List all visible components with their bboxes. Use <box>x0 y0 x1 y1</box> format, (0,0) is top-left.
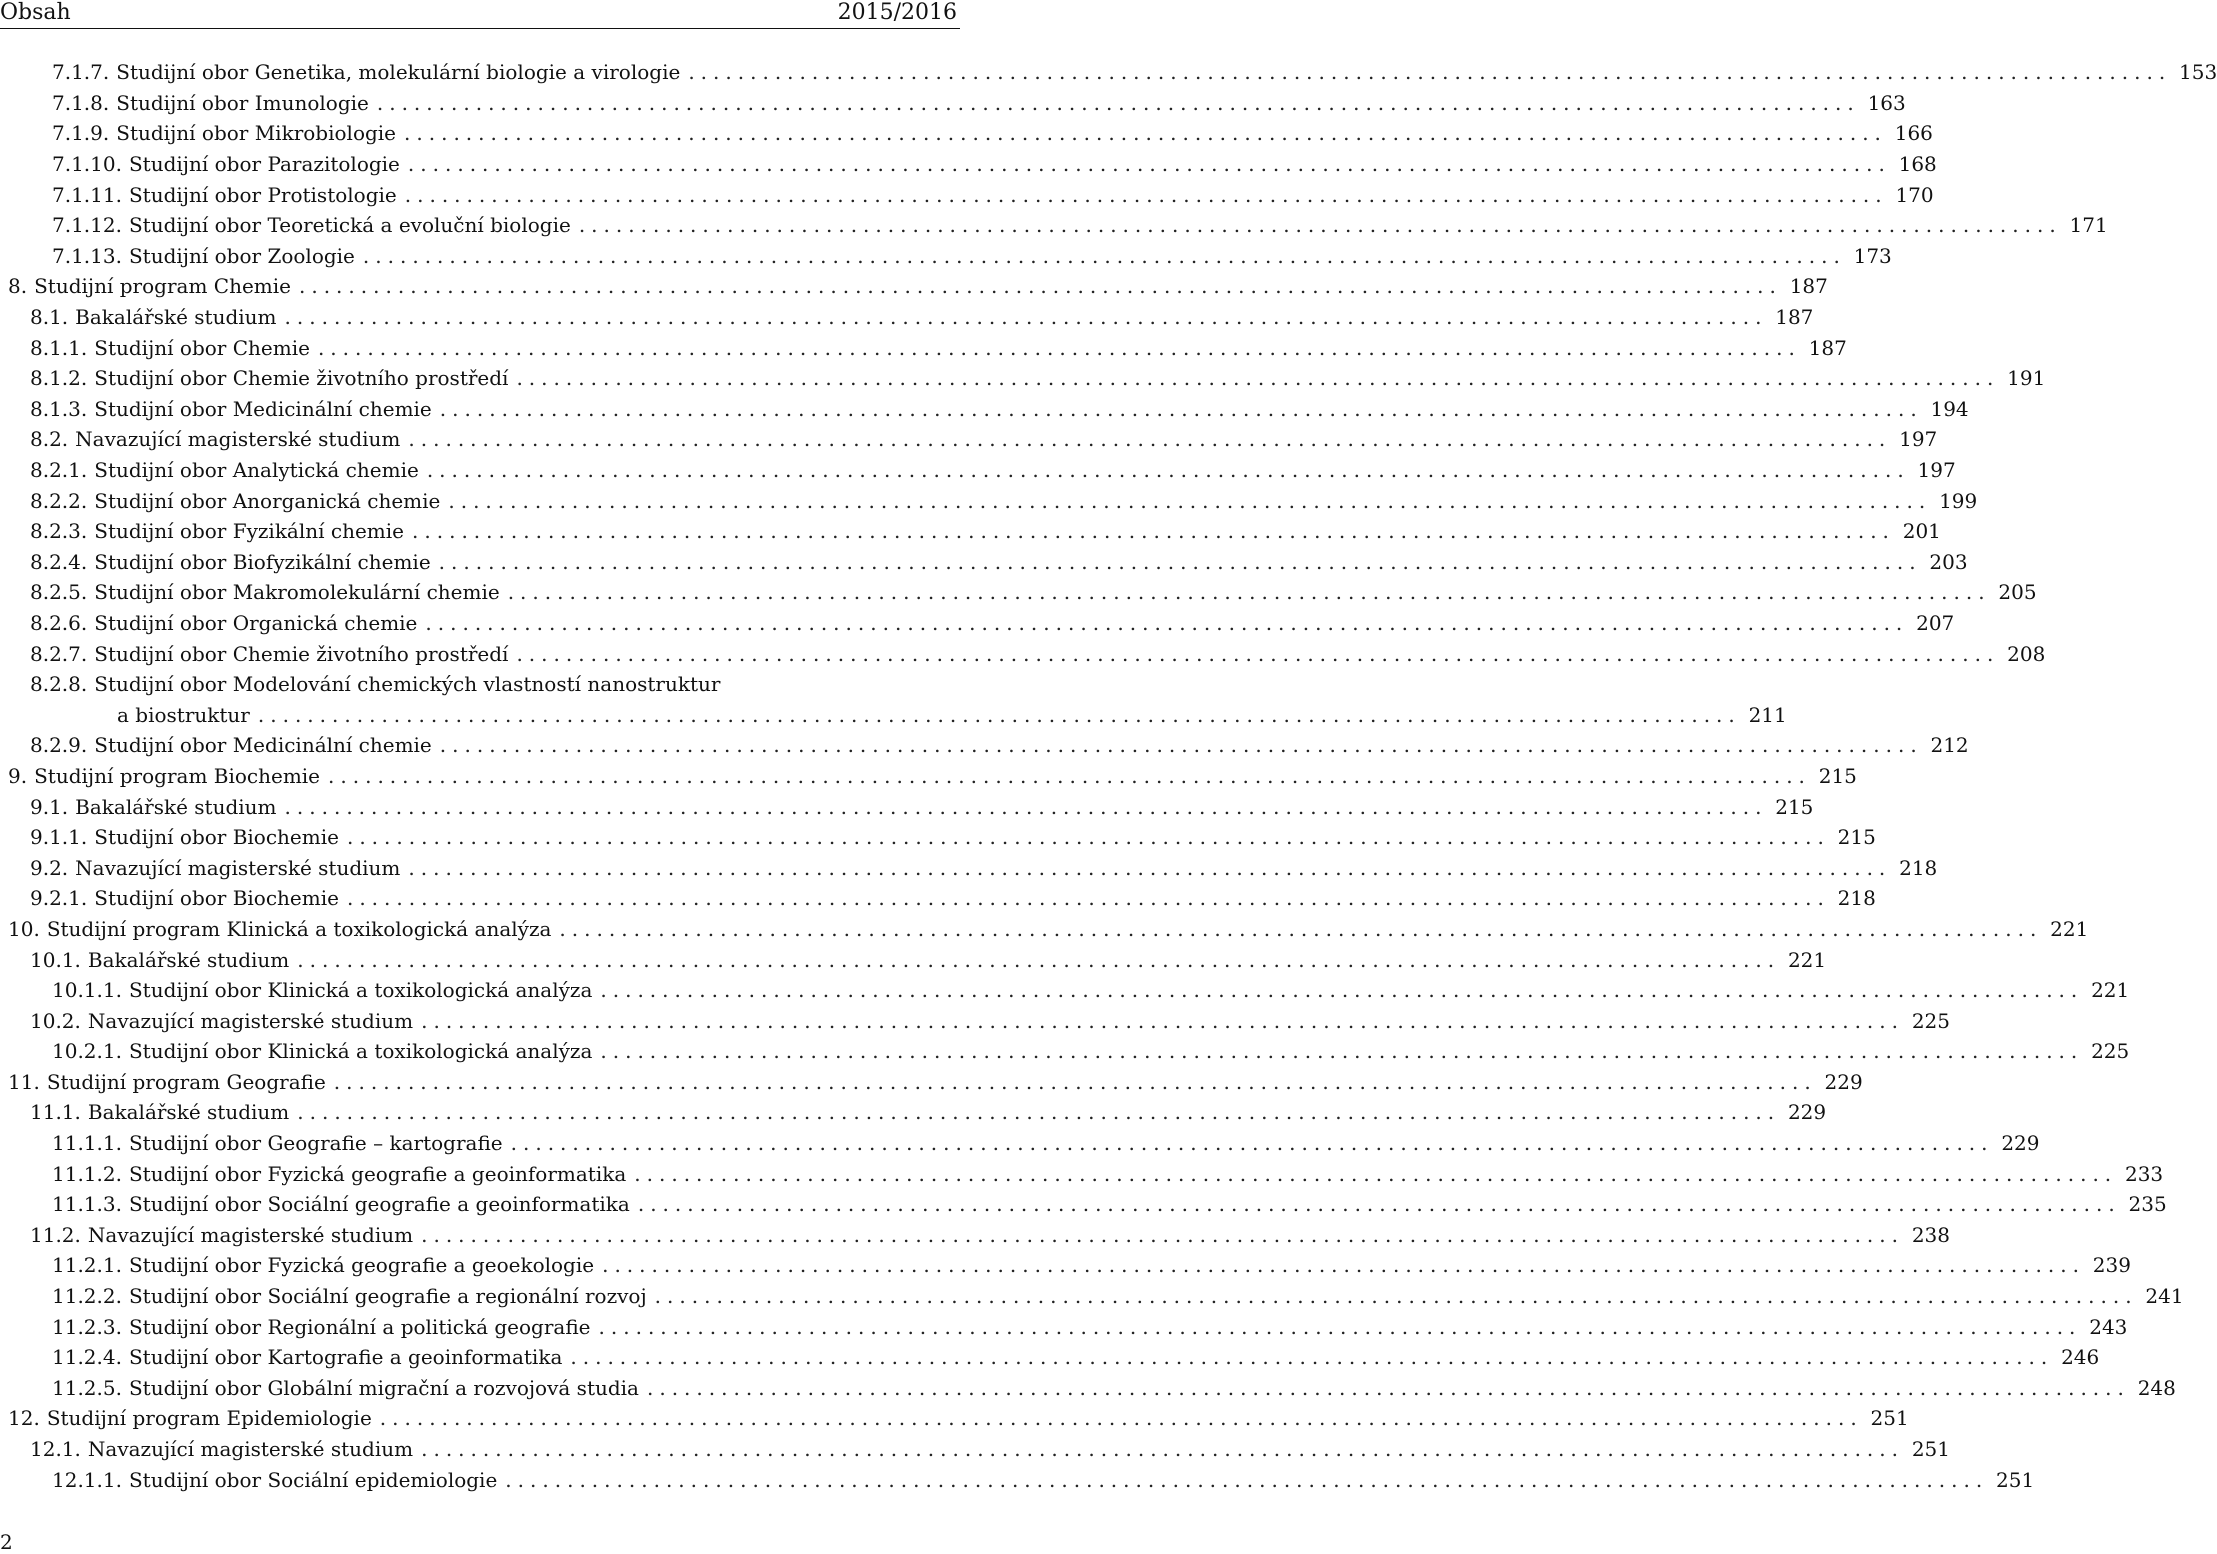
dot-leader: ........................................................................................................................ <box>637 1192 2121 1217</box>
toc-entry-number: 8.2.9. <box>30 733 88 758</box>
toc-entry-page: 215 <box>1775 794 1814 819</box>
dot-leader: ........................................................................................................................ <box>654 1284 2138 1309</box>
toc-entry-title <box>30 580 500 604</box>
toc-entry-title <box>30 825 339 849</box>
dot-leader: ........................................................................................................................ <box>421 1437 1904 1462</box>
toc-entry[interactable] <box>8 1281 2184 1312</box>
toc-entry-page: 211 <box>1748 702 1787 727</box>
toc-entry-title <box>8 764 320 788</box>
dot-leader: ........................................................................................................................ <box>600 978 2084 1003</box>
toc-entry-page: 197 <box>1917 458 1956 483</box>
toc-entry[interactable] <box>8 1097 1827 1128</box>
toc-entry[interactable] <box>8 271 1828 302</box>
toc-entry-page: 221 <box>1787 947 1827 972</box>
dot-leader: ........................................................................................................................ <box>439 396 1923 421</box>
toc-entry-number: 11.2.1. <box>52 1253 122 1278</box>
toc-entry-page: 241 <box>2145 1284 2184 1309</box>
toc-entry[interactable] <box>8 914 2089 945</box>
toc-entry[interactable] <box>8 883 1876 914</box>
toc-entry-number: 12.1.1. <box>52 1467 122 1492</box>
toc-entry-number: 11.2.3. <box>52 1314 122 1339</box>
toc-entry-text: Studijní obor Geografie – kartografie <box>128 1131 503 1156</box>
toc-entry-title <box>52 152 400 176</box>
toc-entry-title <box>52 91 369 115</box>
toc-entry[interactable] <box>8 179 1934 210</box>
toc-entry[interactable] <box>8 1067 1863 1098</box>
toc-entry-text: Studijní obor Globální migrační a rozvojová studia <box>128 1375 639 1400</box>
toc-entry-number: 9.2. <box>30 855 69 880</box>
dot-leader: ........................................................................................................................ <box>559 916 2043 941</box>
toc-entry-title <box>52 121 396 145</box>
toc-entry-title <box>52 1162 626 1186</box>
toc-entry-title <box>30 1437 413 1461</box>
toc-entry-page: 203 <box>1929 549 1968 574</box>
dot-leader: ........................................................................................................................ <box>376 90 1860 115</box>
toc-entry-title <box>52 1192 630 1216</box>
toc-entry[interactable] <box>8 1250 2131 1281</box>
toc-entry-text: Studijní obor Chemie <box>94 335 310 360</box>
dot-leader: ........................................................................................................................ <box>439 733 1923 758</box>
toc-entry-text: Studijní obor Makromolekulární chemie <box>94 580 500 605</box>
toc-entry-number: 10. <box>8 916 40 941</box>
toc-entry-number: 9.2.1. <box>30 886 88 911</box>
toc-entry-title <box>30 672 720 696</box>
toc-entry-number: 7.1.11. <box>52 182 122 207</box>
toc-entry-page: 168 <box>1898 152 1937 177</box>
toc-entry[interactable] <box>8 608 1955 639</box>
toc-entry-text: Studijní obor Mikrobiologie <box>116 121 397 146</box>
dot-leader: ........................................................................................................................ <box>297 1100 1781 1125</box>
dot-leader: ........................................................................................................................ <box>346 886 1830 911</box>
toc-entry-title <box>30 642 508 666</box>
toc-entry[interactable] <box>8 1311 2128 1342</box>
toc-entry-page: 246 <box>2061 1345 2100 1370</box>
toc-entry-text: Studijní obor Organická chemie <box>94 610 418 635</box>
toc-entry[interactable] <box>8 1158 2164 1189</box>
toc-entry[interactable] <box>8 455 1956 486</box>
toc-entry-number: 12. <box>8 1406 40 1431</box>
toc-entry-text: Studijní obor Kartografie a geoinformatika <box>128 1345 563 1370</box>
toc-entry-text: Studijní obor Genetika, molekulární biologie a virologie <box>116 60 681 85</box>
toc-entry-title <box>52 1131 503 1155</box>
dot-leader: ........................................................................................................................ <box>425 610 1909 635</box>
toc-entry-text: Studijní obor Anorganická chemie <box>94 488 441 513</box>
dot-leader: ........................................................................................................................ <box>634 1161 2118 1186</box>
toc-entry-text: a biostruktur <box>117 702 250 727</box>
toc-entry-number: 11.1.1. <box>52 1131 122 1156</box>
toc-entry-number: 8. <box>8 274 28 299</box>
toc-entry-text: Studijní obor Regionální a politická geografie <box>128 1314 591 1339</box>
toc-entry-title <box>8 917 551 941</box>
toc-entry-page: 171 <box>2069 213 2108 238</box>
toc-entry-number: 8.2.1. <box>30 458 88 483</box>
toc-entry[interactable] <box>8 1403 1909 1434</box>
toc-entry-page: 197 <box>1899 427 1938 452</box>
toc-entry-text: Studijní obor Fyzická geografie a geoekologie <box>128 1253 595 1278</box>
toc-entry-number: 8.2. <box>30 427 69 452</box>
toc-entry[interactable] <box>8 577 2037 608</box>
toc-entry-number: 8.2.5. <box>30 580 88 605</box>
toc-entry-text: Studijní obor Fyzikální chemie <box>94 519 405 544</box>
toc-entry-page: 225 <box>1911 1008 1950 1033</box>
toc-entry[interactable] <box>8 1434 1950 1465</box>
toc-entry-page: 225 <box>2091 1039 2130 1064</box>
dot-leader: ........................................................................................................................ <box>516 641 2000 666</box>
toc-entry-title <box>30 795 277 819</box>
toc-entry-page: 205 <box>1998 580 2037 605</box>
dot-leader: ........................................................................................................................ <box>284 794 1768 819</box>
toc-entry-title <box>30 856 400 880</box>
toc-entry[interactable] <box>8 424 1938 455</box>
toc-entry-page: 229 <box>2001 1131 2040 1156</box>
toc-entry-number: 8.2.6. <box>30 610 88 635</box>
toc-entry-title <box>52 183 397 207</box>
toc-entry-text: Studijní obor Sociální geografie a geoinformatika <box>128 1192 630 1217</box>
toc-entry-title <box>30 1100 289 1124</box>
dot-leader: ........................................................................................................................ <box>407 152 1891 177</box>
toc-entry-title <box>52 1468 497 1492</box>
toc-entry-text: Studijní obor Analytická chemie <box>94 458 419 483</box>
toc-entry-title <box>30 1009 413 1033</box>
header-section-title: Obsah <box>0 0 71 25</box>
dot-leader: ........................................................................................................................ <box>284 305 1768 330</box>
toc-entry-text: Studijní obor Medicinální chemie <box>94 396 432 421</box>
toc-entry[interactable] <box>8 210 2108 241</box>
dot-leader: ........................................................................................................................ <box>412 519 1895 544</box>
dot-leader: ........................................................................................................................ <box>510 1131 1994 1156</box>
toc-entry-text: Studijní obor Chemie životního prostředí <box>94 641 509 666</box>
toc-entry[interactable] <box>8 1036 2130 1067</box>
toc-entry[interactable] <box>8 88 1906 119</box>
toc-entry-title <box>30 733 432 757</box>
toc-entry-page: 235 <box>2128 1192 2167 1217</box>
toc-entry[interactable] <box>8 1189 2167 1220</box>
toc-entry-text: Navazující magisterské studium <box>75 427 401 452</box>
toc-entry[interactable] <box>8 730 1969 761</box>
toc-entry-page: 201 <box>1902 519 1941 544</box>
toc-entry-page: 191 <box>2007 366 2046 391</box>
toc-entry-title <box>30 611 417 635</box>
dot-leader: ........................................................................................................................ <box>333 1069 1817 1094</box>
toc-entry-number: 9. <box>8 763 28 788</box>
toc-entry[interactable] <box>8 332 1847 363</box>
toc-entry-text: Studijní obor Klinická a toxikologická analýza <box>128 1039 593 1064</box>
toc-entry-title <box>52 1253 594 1277</box>
dot-leader: ........................................................................................................................ <box>570 1345 2054 1370</box>
dot-leader: ........................................................................................................................ <box>404 182 1888 207</box>
dot-leader: ........................................................................................................................ <box>600 1039 2084 1064</box>
toc-entry-number: 8.2.2. <box>30 488 88 513</box>
toc-entry-number: 11.2.5. <box>52 1375 122 1400</box>
toc-entry-text: Studijní obor Imunologie <box>116 90 369 115</box>
dot-leader: ........................................................................................................................ <box>646 1375 2130 1400</box>
toc-entry-number: 10.1. <box>30 947 81 972</box>
toc-entry-text: Studijní obor Sociální geografie a regionální rozvoj <box>128 1284 647 1309</box>
toc-entry-text: Navazující magisterské studium <box>87 1222 414 1247</box>
toc-entry[interactable] <box>8 1005 1950 1036</box>
toc-entry-number: 12.1. <box>30 1437 81 1462</box>
toc-entry-number: 11.1. <box>30 1100 81 1125</box>
toc-entry-title <box>117 703 250 727</box>
toc-entry-title <box>30 305 277 329</box>
dot-leader: ........................................................................................................................ <box>257 702 1741 727</box>
toc-entry[interactable] <box>8 57 2217 88</box>
dot-leader: ........................................................................................................................ <box>379 1406 1863 1431</box>
toc-entry[interactable] <box>8 791 1814 822</box>
toc-entry-title <box>30 397 432 421</box>
toc-entry-text: Studijní obor Medicinální chemie <box>94 733 432 758</box>
toc-entry-number: 8.1. <box>30 305 69 330</box>
table-of-contents <box>8 57 2217 1495</box>
toc-entry[interactable] <box>8 822 1876 853</box>
toc-entry-title <box>52 1315 591 1339</box>
toc-entry-title <box>30 366 508 390</box>
toc-entry[interactable] <box>8 363 2046 394</box>
toc-entry-page: 215 <box>1818 763 1857 788</box>
toc-entry-text: Bakalářské studium <box>87 1100 290 1125</box>
toc-entry-title <box>30 458 419 482</box>
toc-entry[interactable] <box>8 485 1978 516</box>
toc-entry-text: Studijní program Epidemiologie <box>46 1406 372 1431</box>
toc-entry-text: Studijní obor Zoologie <box>128 243 355 268</box>
dot-leader: ........................................................................................................................ <box>505 1467 1989 1492</box>
dot-leader: ........................................................................................................................ <box>421 1222 1904 1247</box>
toc-entry-text: Studijní obor Sociální epidemiologie <box>128 1467 498 1492</box>
toc-entry-title <box>30 1223 413 1247</box>
toc-entry-title <box>30 489 440 513</box>
toc-entry-page: 199 <box>1939 488 1978 513</box>
dot-leader: ........................................................................................................................ <box>516 366 2000 391</box>
toc-entry-number: 11.1.3. <box>52 1192 122 1217</box>
dot-leader: ........................................................................................................................ <box>688 60 2172 85</box>
toc-entry-page: 166 <box>1894 121 1933 146</box>
toc-entry[interactable] <box>8 118 1933 149</box>
toc-entry-title <box>30 550 431 574</box>
toc-entry-page: 251 <box>1996 1467 2035 1492</box>
dot-leader: ........................................................................................................................ <box>602 1253 2085 1278</box>
toc-entry-page: 170 <box>1895 182 1934 207</box>
toc-entry-number: 7.1.10. <box>52 152 122 177</box>
toc-entry-text: Navazující magisterské studium <box>87 1437 414 1462</box>
toc-entry-title <box>30 886 339 910</box>
toc-entry-page: 233 <box>2124 1161 2164 1186</box>
toc-entry[interactable] <box>8 699 1787 730</box>
toc-entry-number: 8.1.1. <box>30 335 88 360</box>
toc-entry-number: 8.2.7. <box>30 641 88 666</box>
toc-entry-page: 163 <box>1867 90 1906 115</box>
toc-entry-page: 218 <box>1899 855 1938 880</box>
toc-entry-number: 11.1.2. <box>52 1161 122 1186</box>
toc-entry-text: Studijní obor Chemie životního prostředí <box>94 366 509 391</box>
toc-entry-text: Studijní obor Teoretická a evoluční biologie <box>128 213 571 238</box>
toc-entry-number: 8.1.3. <box>30 396 88 421</box>
dot-leader: ........................................................................................................................ <box>426 458 1910 483</box>
toc-entry[interactable] <box>8 1464 2035 1495</box>
dot-leader: ........................................................................................................................ <box>507 580 1991 605</box>
toc-entry-number: 8.2.3. <box>30 519 88 544</box>
toc-entry-number: 10.2. <box>30 1008 81 1033</box>
dot-leader: ........................................................................................................................ <box>317 335 1801 360</box>
toc-entry[interactable] <box>8 852 1938 883</box>
toc-entry-page: 153 <box>2179 60 2217 85</box>
toc-entry-number: 8.2.4. <box>30 549 88 574</box>
toc-entry-number: 8.2.8. <box>30 672 88 697</box>
toc-entry-number: 7.1.9. <box>52 121 110 146</box>
toc-entry[interactable] <box>8 1220 1950 1251</box>
running-header <box>0 0 960 29</box>
toc-entry-number: 9.1.1. <box>30 825 88 850</box>
toc-entry[interactable] <box>8 975 2130 1006</box>
toc-entry-title <box>30 948 289 972</box>
toc-entry-number: 7.1.7. <box>52 60 110 85</box>
toc-entry[interactable] <box>8 638 2046 669</box>
toc-entry-title <box>30 427 400 451</box>
toc-entry[interactable] <box>8 1342 2100 1373</box>
toc-entry-title <box>52 1039 592 1063</box>
toc-entry-title <box>52 1345 562 1369</box>
toc-entry[interactable] <box>8 669 958 700</box>
toc-entry-text: Studijní obor Biochemie <box>94 825 339 850</box>
toc-entry-text: Navazující magisterské studium <box>75 855 401 880</box>
toc-entry-text: Studijní obor Biochemie <box>94 886 339 911</box>
toc-entry-text: Studijní obor Parazitologie <box>128 152 400 177</box>
toc-entry-page: 187 <box>1775 305 1814 330</box>
dot-leader: ........................................................................................................................ <box>362 243 1846 268</box>
dot-leader: ........................................................................................................................ <box>448 488 1932 513</box>
toc-entry-page: 187 <box>1808 335 1847 360</box>
toc-entry-title <box>52 978 592 1002</box>
toc-entry-number: 8.1.2. <box>30 366 88 391</box>
toc-entry[interactable] <box>8 149 1937 180</box>
toc-entry-page: 218 <box>1837 886 1876 911</box>
toc-entry-page: 215 <box>1837 825 1876 850</box>
toc-entry-text: Bakalářské studium <box>87 947 290 972</box>
toc-entry[interactable] <box>8 516 1941 547</box>
toc-entry-text: Bakalářské studium <box>75 305 277 330</box>
toc-entry[interactable] <box>8 547 1968 578</box>
toc-entry-text: Studijní program Chemie <box>34 274 291 299</box>
toc-entry-number: 11.2.2. <box>52 1284 122 1309</box>
toc-entry-number: 7.1.13. <box>52 243 122 268</box>
toc-entry[interactable] <box>8 761 1857 792</box>
toc-entry[interactable] <box>8 944 1827 975</box>
page-number: 2 <box>0 1530 13 1554</box>
toc-entry-title <box>52 1284 647 1308</box>
toc-entry-page: 248 <box>2137 1375 2176 1400</box>
toc-entry-page: 239 <box>2092 1253 2131 1278</box>
toc-entry-title <box>30 519 404 543</box>
toc-entry-title <box>52 1376 639 1400</box>
toc-entry-page: 238 <box>1911 1222 1950 1247</box>
toc-entry[interactable] <box>8 241 1892 272</box>
toc-entry-text: Studijní program Klinická a toxikologická analýza <box>46 916 552 941</box>
toc-entry-text: Studijní obor Protistologie <box>128 182 397 207</box>
toc-entry-title <box>30 336 310 360</box>
toc-entry-page: 194 <box>1930 396 1969 421</box>
toc-entry-title <box>8 1070 326 1094</box>
toc-entry-text: Studijní program Biochemie <box>34 763 321 788</box>
toc-entry-text: Studijní obor Modelování chemických vlastností nanostruktur <box>94 672 721 697</box>
toc-entry-number: 11.2.4. <box>52 1345 122 1370</box>
toc-entry-title <box>52 60 680 84</box>
toc-entry-page: 173 <box>1853 243 1892 268</box>
dot-leader: ........................................................................................................................ <box>598 1314 2082 1339</box>
toc-entry-title <box>52 213 571 237</box>
toc-entry-page: 229 <box>1824 1069 1863 1094</box>
toc-entry-title <box>8 274 291 298</box>
toc-entry-title <box>52 244 355 268</box>
dot-leader: ........................................................................................................................ <box>438 549 1922 574</box>
toc-entry-page: 187 <box>1789 274 1828 299</box>
toc-entry-page: 221 <box>2050 916 2089 941</box>
toc-entry-page: 208 <box>2007 641 2046 666</box>
toc-entry-number: 7.1.12. <box>52 213 122 238</box>
toc-entry-number: 9.1. <box>30 794 69 819</box>
toc-entry-page: 243 <box>2089 1314 2128 1339</box>
toc-entry-number: 11. <box>8 1069 40 1094</box>
toc-entry-page: 251 <box>1911 1437 1950 1462</box>
toc-entry-text: Navazující magisterské studium <box>87 1008 414 1033</box>
toc-entry-page: 251 <box>1870 1406 1909 1431</box>
dot-leader: ........................................................................................................................ <box>421 1008 1904 1033</box>
dot-leader: ........................................................................................................................ <box>346 825 1830 850</box>
dot-leader: ........................................................................................................................ <box>408 855 1892 880</box>
toc-entry-page: 229 <box>1787 1100 1827 1125</box>
toc-entry-number: 7.1.8. <box>52 90 110 115</box>
toc-entry-number: 11.2. <box>30 1222 81 1247</box>
dot-leader: ........................................................................................................................ <box>578 213 2062 238</box>
toc-entry-number: 10.1.1. <box>52 978 122 1003</box>
toc-entry-page: 207 <box>1916 610 1955 635</box>
toc-entry-page: 221 <box>2091 978 2130 1003</box>
header-year: 2015/2016 <box>837 0 957 25</box>
dot-leader: ........................................................................................................................ <box>408 427 1892 452</box>
toc-entry-page: 212 <box>1930 733 1969 758</box>
toc-entry[interactable] <box>8 1128 2040 1159</box>
toc-entry[interactable] <box>8 1373 2176 1404</box>
dot-leader: ........................................................................................................................ <box>328 763 1811 788</box>
toc-entry[interactable] <box>8 302 1814 333</box>
toc-entry-number: 10.2.1. <box>52 1039 122 1064</box>
toc-entry-text: Studijní obor Klinická a toxikologická analýza <box>128 978 593 1003</box>
toc-entry[interactable] <box>8 394 1969 425</box>
toc-entry-title <box>8 1406 372 1430</box>
dot-leader: ........................................................................................................................ <box>297 947 1781 972</box>
toc-entry-text: Studijní obor Fyzická geografie a geoinformatika <box>128 1161 627 1186</box>
toc-entry-text: Studijní obor Biofyzikální chemie <box>94 549 431 574</box>
toc-entry-text: Bakalářské studium <box>75 794 277 819</box>
dot-leader: ........................................................................................................................ <box>404 121 1887 146</box>
toc-entry-text: Studijní program Geografie <box>46 1069 326 1094</box>
dot-leader: ........................................................................................................................ <box>298 274 1782 299</box>
